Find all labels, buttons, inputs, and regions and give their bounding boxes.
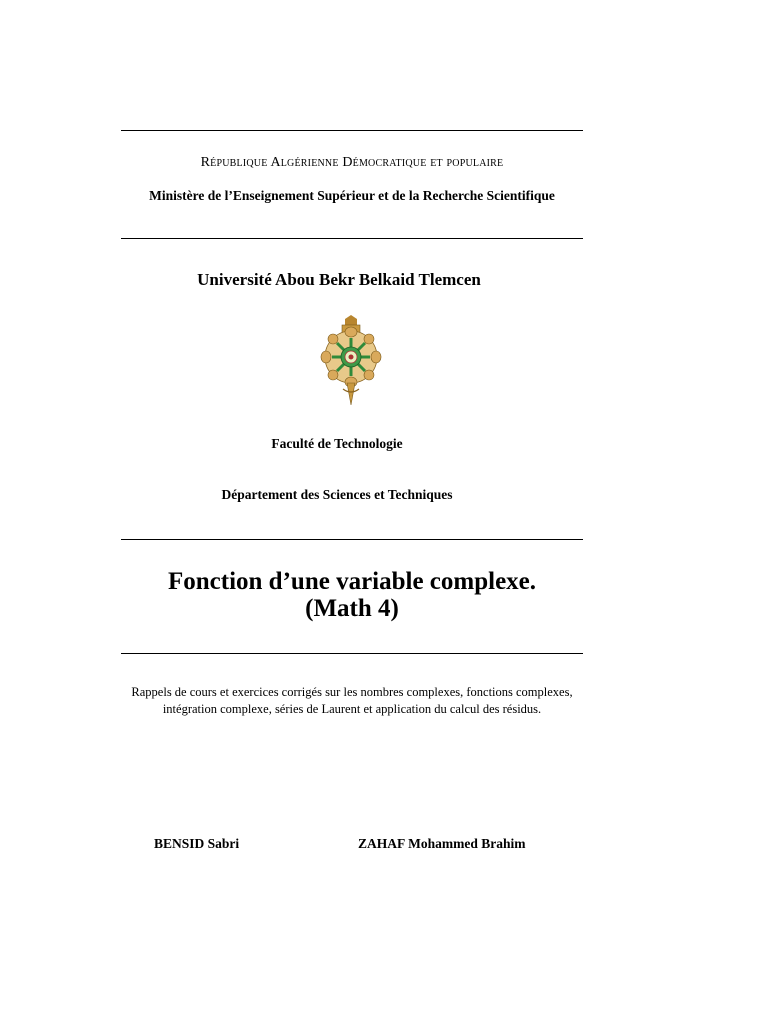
faculty-name: Faculté de Technologie: [271, 436, 403, 451]
title-top-rule: [121, 539, 583, 540]
university-seal-icon: [312, 315, 390, 407]
ministry-heading: Ministère de l’Enseignement Supérieur et de la Recherche Scientifique: [149, 188, 555, 203]
abstract-text: Rappels de cours et exercices corrigés sur les nombres complexes, fonctions complexes, intégration complexe, séries de Laurent et application du calcul des résidus.: [131, 685, 573, 716]
document-title: [121, 568, 583, 622]
author-1: BENSID Sabri: [154, 836, 240, 851]
department-name: Département des Sciences et Techniques: [221, 487, 453, 502]
title-line-2: (Math 4): [305, 595, 399, 622]
header-bottom-rule: [121, 238, 583, 239]
title-bottom-rule: [121, 653, 583, 654]
author-2: ZAHAF Mohammed Brahim: [358, 836, 526, 851]
republic-heading: République Algérienne Démocratique et populaire: [200, 155, 504, 170]
top-rule: [121, 130, 583, 131]
title-line-1: Fonction d’une variable complexe.: [167, 568, 537, 595]
university-name: Université Abou Bekr Belkaid Tlemcen: [197, 270, 481, 289]
